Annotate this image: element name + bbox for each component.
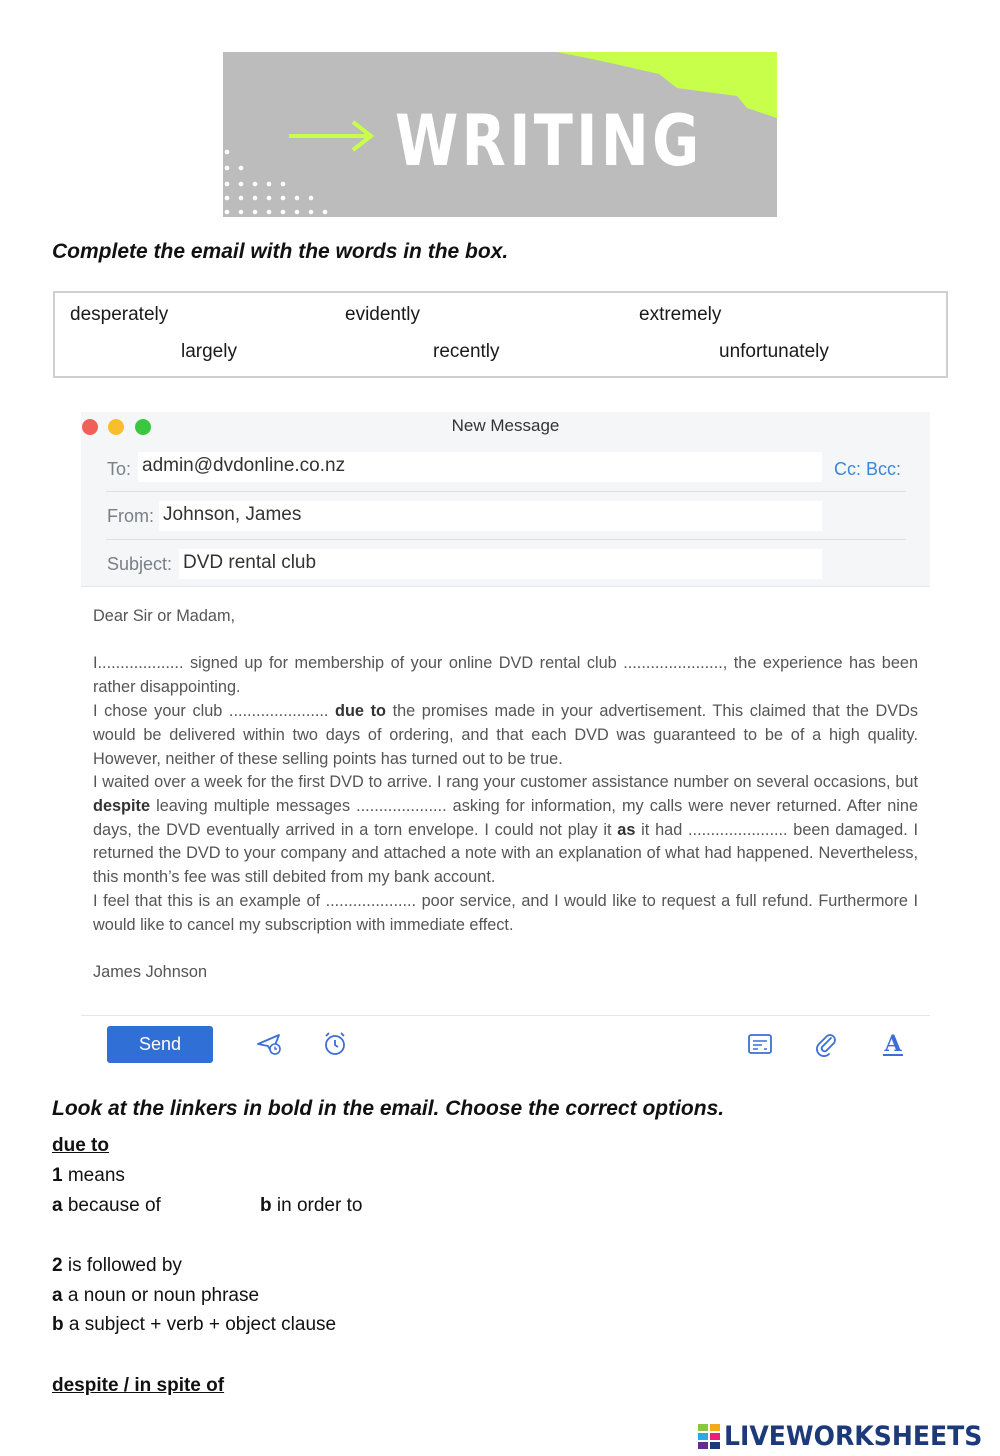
subject-label: Subject: <box>107 554 173 574</box>
question-1-option-a[interactable]: a because of <box>52 1195 161 1216</box>
dot-pattern-decoration <box>223 148 343 217</box>
field-divider <box>106 491 906 492</box>
to-label: To: <box>107 459 132 479</box>
send-button[interactable]: Send <box>107 1026 213 1063</box>
email-paragraph-2: I chose your club ...................... due to the promises made in your advertisement. This claimed that the DVDs would be delivered within two days of ordering, and that each DVD was guaranteed to be of a high quality. However, neither of these selling points has turned out to be true. <box>93 702 918 768</box>
word-option: largely <box>181 341 237 362</box>
window-title: New Message <box>451 416 560 435</box>
bold-linker-due-to: due to <box>335 702 386 720</box>
email-paragraph-1: I................... signed up for membership of your online DVD rental club ......................, the experience has been rather disappointing. <box>93 654 918 696</box>
text-format-icon[interactable] <box>879 1030 907 1058</box>
email-header <box>81 412 930 587</box>
question-2: 2 is followed by <box>52 1255 182 1276</box>
field-divider <box>106 539 906 540</box>
question-1: 1 means <box>52 1165 125 1186</box>
word-box <box>53 291 948 378</box>
logo-text: LIVEWORKSHEETS <box>724 1421 983 1452</box>
paperclip-icon[interactable] <box>812 1030 840 1058</box>
question-1-option-b[interactable]: b in order to <box>260 1195 363 1216</box>
from-field[interactable]: Johnson, James <box>159 501 822 531</box>
subject-field[interactable]: DVD rental club <box>179 549 822 579</box>
arrow-right-icon <box>289 118 379 154</box>
alarm-clock-icon[interactable] <box>321 1030 349 1058</box>
instruction-complete-email: Complete the email with the words in the box. <box>52 240 509 263</box>
email-window <box>81 412 930 1067</box>
question-2-option-b[interactable]: b a subject + verb + object clause <box>52 1314 337 1335</box>
email-paragraph-4: I feel that this is an example of .................... poor service, and I would like to request a full refund. Furthermore I would like to cancel my subscription with immediate effect. <box>93 892 918 934</box>
email-signature: James Johnson <box>93 963 208 981</box>
banner-title: WRITING <box>395 100 703 182</box>
heading-due-to: due to <box>52 1135 109 1156</box>
word-option: evidently <box>345 304 420 325</box>
instruction-linkers: Look at the linkers in bold in the email. Choose the correct options. <box>52 1097 725 1120</box>
template-card-icon[interactable] <box>746 1030 774 1058</box>
word-option: recently <box>433 341 500 362</box>
word-option: desperately <box>70 304 169 325</box>
email-paragraph-3: I waited over a week for the first DVD to arrive. I rang your customer assistance number on several occasions, but despite leaving multiple messages .................... asking for information, my calls were never returned. After nine days, the DVD eventually arrived in a torn envelope. I could not play it as it had ...................... been damaged. I returned the DVD to your company and attached a note with an explanation of what had happened. Nevertheless, this month’s fee was still debited from my bank account. <box>93 773 919 887</box>
footer-divider <box>81 1015 930 1016</box>
svg-text:A: A <box>884 1031 902 1057</box>
bold-linker-despite: despite <box>93 796 151 815</box>
question-2-option-a[interactable]: a a noun or noun phrase <box>52 1285 260 1306</box>
heading-despite: despite / in spite of <box>52 1375 225 1396</box>
bold-linker-as: as <box>617 820 636 839</box>
word-option: unfortunately <box>719 341 829 362</box>
from-label: From: <box>107 506 154 526</box>
cc-bcc-link[interactable]: Cc: Bcc: <box>834 459 902 479</box>
schedule-send-icon[interactable] <box>255 1030 283 1058</box>
word-option: extremely <box>639 304 722 325</box>
writing-banner <box>223 52 777 217</box>
email-greeting: Dear Sir or Madam, <box>93 607 236 625</box>
to-field[interactable]: admin@dvdonline.co.nz <box>138 452 822 482</box>
liveworksheets-logo-icon <box>698 1422 722 1450</box>
